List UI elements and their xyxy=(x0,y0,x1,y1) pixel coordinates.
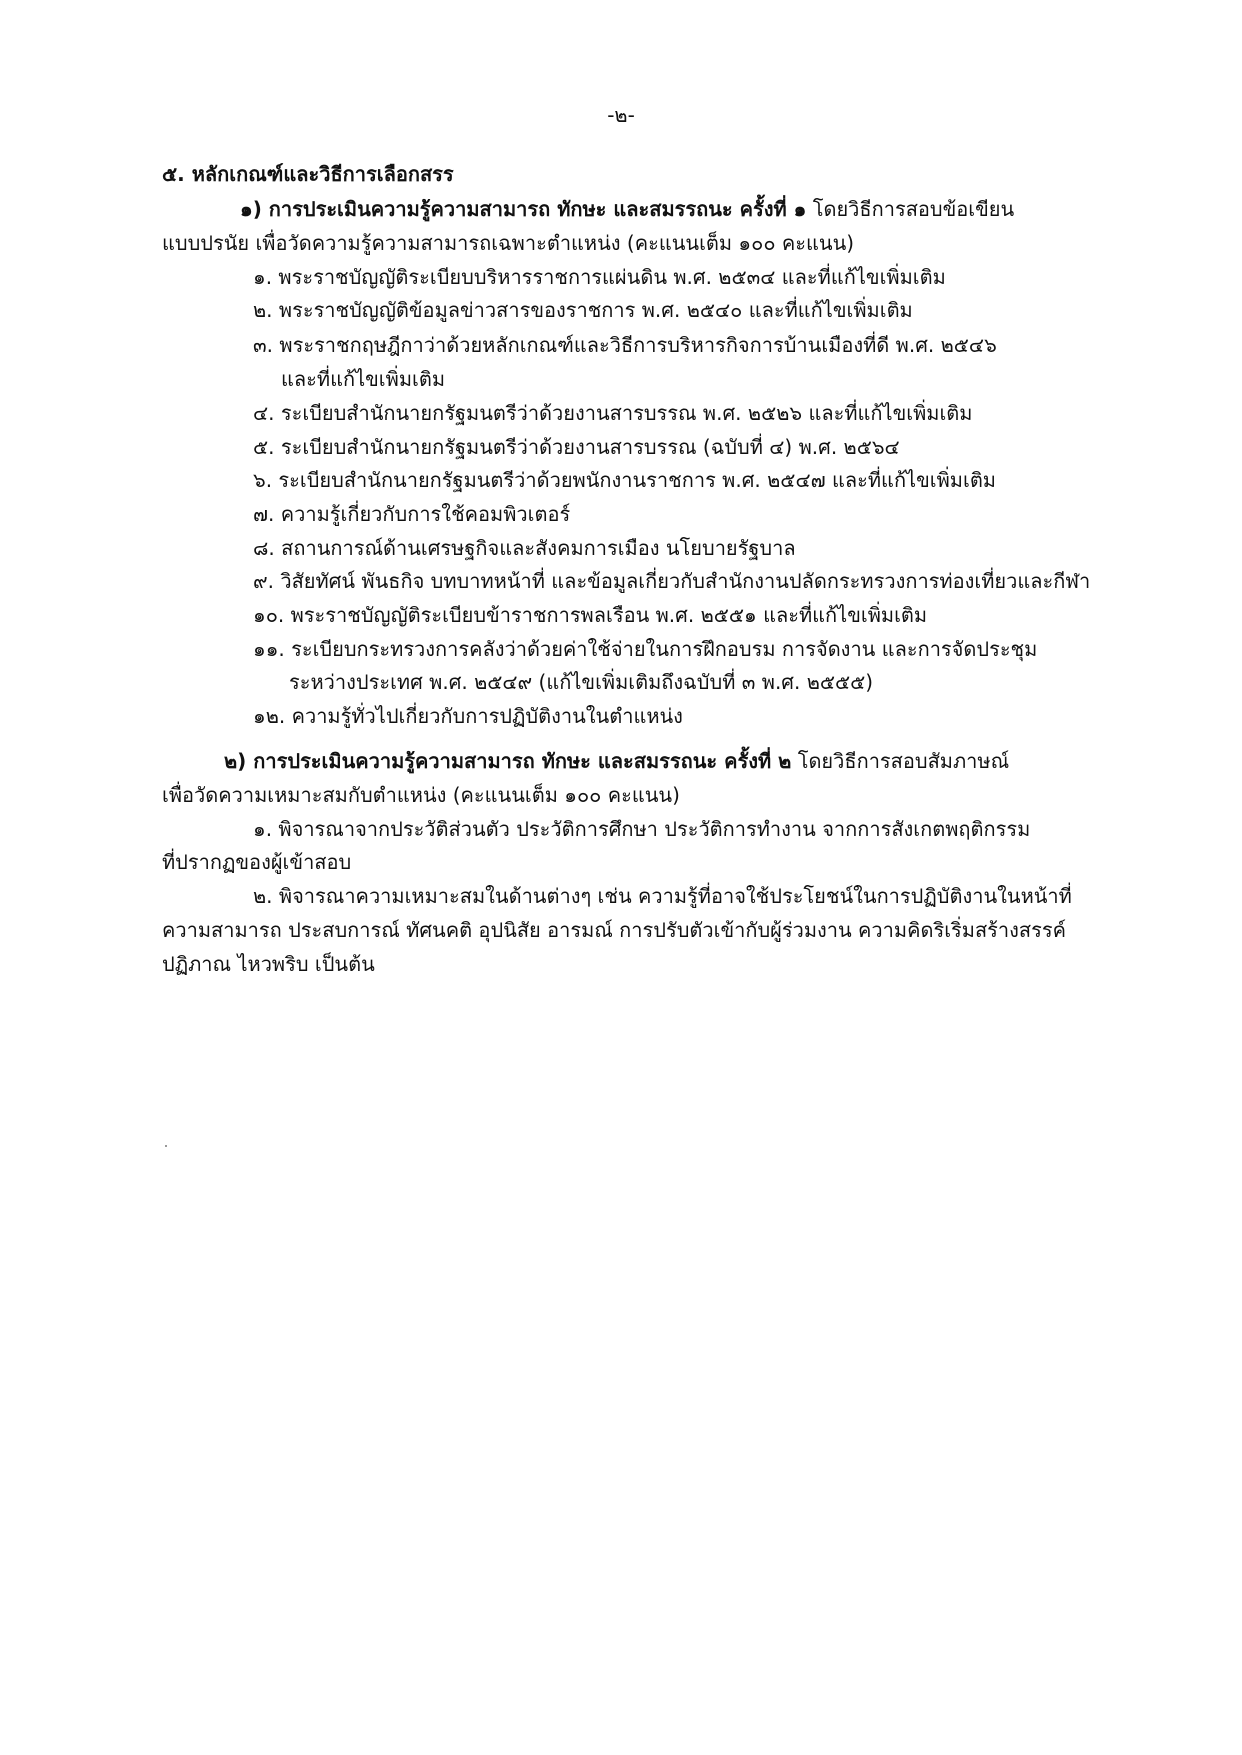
part1-item-7: ๗. ความรู้เกี่ยวกับการใช้คอมพิวเตอร์ xyxy=(253,502,571,526)
part2-heading: ๒) การประเมินความรู้ความสามารถ ทักษะ และสมรรถนะ ครั้งที่ ๒ xyxy=(224,749,792,773)
part2-paragraph-2-line-2: ความสามารถ ประสบการณ์ ทัศนคติ อุปนิสัย อารมณ์ การปรับตัวเข้ากับผู้ร่วมงาน ความคิดริเริ่มสร้างสรรค์ xyxy=(162,918,1066,942)
part2-continuation: เพื่อวัดความเหมาะสมกับตำแหน่ง (คะแนนเต็ม ๑๐๐ คะแนน) xyxy=(162,783,680,807)
part1-heading-rest: โดยวิธีการสอบข้อเขียน xyxy=(806,197,1015,221)
part1-heading: ๑) การประเมินความรู้ความสามารถ ทักษะ และสมรรถนะ ครั้งที่ ๑ xyxy=(240,197,807,221)
page-number: -๒- xyxy=(607,103,635,127)
part1-continuation: แบบปรนัย เพื่อวัดความรู้ความสามารถเฉพาะตำแหน่ง (คะแนนเต็ม ๑๐๐ คะแนน) xyxy=(162,231,855,255)
part2-heading-rest: โดยวิธีการสอบสัมภาษณ์ xyxy=(791,749,1010,773)
part1-item-8: ๘. สถานการณ์ด้านเศรษฐกิจและสังคมการเมือง นโยบายรัฐบาล xyxy=(253,536,796,560)
section-title: ๕. หลักเกณฑ์และวิธีการเลือกสรร xyxy=(162,162,454,186)
part1-item-5: ๕. ระเบียบสำนักนายกรัฐมนตรีว่าด้วยงานสารบรรณ (ฉบับที่ ๔) พ.ศ. ๒๕๖๔ xyxy=(253,435,900,459)
part1-item-2: ๒. พระราชบัญญัติข้อมูลข่าวสารของราชการ พ.ศ. ๒๕๔๐ และที่แก้ไขเพิ่มเติม xyxy=(253,298,913,322)
scan-speck xyxy=(165,1145,167,1147)
part2-paragraph-2-line-3: ปฏิภาณ ไหวพริบ เป็นต้น xyxy=(162,952,375,976)
part1-item-4: ๔. ระเบียบสำนักนายกรัฐมนตรีว่าด้วยงานสารบรรณ พ.ศ. ๒๕๒๖ และที่แก้ไขเพิ่มเติม xyxy=(253,401,973,425)
part2-paragraph-1-line-2: ที่ปรากฏของผู้เข้าสอบ xyxy=(162,850,352,874)
part1-item-9: ๙. วิสัยทัศน์ พันธกิจ บทบาทหน้าที่ และข้อมูลเกี่ยวกับสำนักงานปลัดกระทรวงการท่องเที่ยวและกีฬา xyxy=(253,569,1091,593)
part1-item-1: ๑. พระราชบัญญัติระเบียบบริหารราชการแผ่นดิน พ.ศ. ๒๕๓๔ และที่แก้ไขเพิ่มเติม xyxy=(253,265,946,289)
part1-item-3-cont: และที่แก้ไขเพิ่มเติม xyxy=(281,367,446,391)
part1-item-10: ๑๐. พระราชบัญญัติระเบียบข้าราชการพลเรือน พ.ศ. ๒๕๕๑ และที่แก้ไขเพิ่มเติม xyxy=(253,603,928,627)
part1-item-6: ๖. ระเบียบสำนักนายกรัฐมนตรีว่าด้วยพนักงานราชการ พ.ศ. ๒๕๔๗ และที่แก้ไขเพิ่มเติม xyxy=(253,468,996,492)
part1-item-11: ๑๑. ระเบียบกระทรวงการคลังว่าด้วยค่าใช้จ่ายในการฝึกอบรม การจัดงาน และการจัดประชุม xyxy=(253,637,1038,661)
part1-item-11-cont: ระหว่างประเทศ พ.ศ. ๒๕๔๙ (แก้ไขเพิ่มเติมถึงฉบับที่ ๓ พ.ศ. ๒๕๕๕) xyxy=(289,670,874,694)
part2-paragraph-1-line-1: ๑. พิจารณาจากประวัติส่วนตัว ประวัติการศึกษา ประวัติการทำงาน จากการสังเกตพฤติกรรม xyxy=(253,817,1031,841)
part1-item-12: ๑๒. ความรู้ทั่วไปเกี่ยวกับการปฏิบัติงานในตำแหน่ง xyxy=(253,704,683,728)
part1-item-3: ๓. พระราชกฤษฎีกาว่าด้วยหลักเกณฑ์และวิธีการบริหารกิจการบ้านเมืองที่ดี พ.ศ. ๒๕๔๖ xyxy=(253,333,997,357)
part1-heading-line xyxy=(240,194,1014,224)
part2-paragraph-2-line-1: ๒. พิจารณาความเหมาะสมในด้านต่างๆ เช่น ความรู้ที่อาจใช้ประโยชน์ในการปฏิบัติงานในหน้าที่ xyxy=(253,884,1072,908)
part2-heading-line xyxy=(224,746,1009,776)
